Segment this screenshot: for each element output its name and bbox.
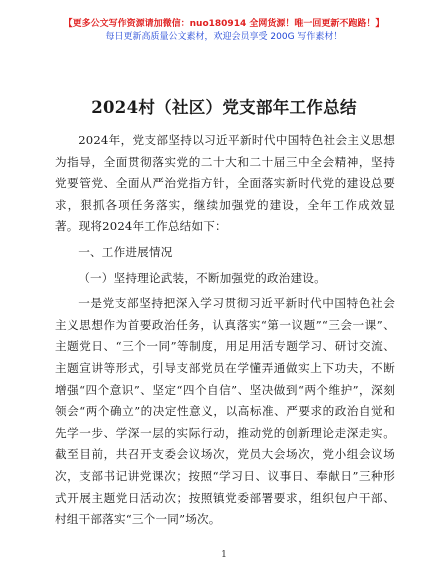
subsection-heading: （一）坚持理论武装，不断加强党的政治建设。 <box>78 270 326 285</box>
page-number: 1 <box>221 550 227 560</box>
promo-banner-line-2: 每日更新高质量公文素材，欢迎会员享受 200G 写作素材！ <box>105 32 343 42</box>
section-heading: 一、工作进展情况 <box>78 244 173 259</box>
document-title: 2024村（社区）党支部年工作总结 <box>91 98 357 117</box>
document-body <box>55 130 395 531</box>
body-paragraph: 一是党支部坚持把深入学习贯彻习近平新时代中国特色社会主义思想作为首要政治任务，认真落实“第一议题”“三会一课”、主题党日、“三个一同”等制度，用足用活专题学习、研讨交流、主题宣讲等形式，引导支部党员在学懂弄通做实上下功夫，不断增强“四个意识”、坚定“四个自信”、坚决做到“两个维护”，深刻领会“两个确立”的决定性意义，以高标准、严要求的政治自觉和先学一步、学深一层的实际行动，推动党的创新理论走深走实。截至目前，共召开支委会议场次，党员大会场次，党小组会议场次，支部书记讲党课次；按照“学习日、议事日、奉献日”三种形式开展主题党日活动次；按照镇党委部署要求，组织包户干部、村组干部落实“三个一同”场次。 <box>55 296 395 527</box>
intro-paragraph: 2024年，党支部坚持以习近平新时代中国特色社会主义思想为指导，全面贯彻落实党的二十大和二十届三中全会精神，坚持党要管党、全面从严治党指方针，全面落实新时代党的建设总要求，狠抓各项任务落实，继续加强党的建设，全年工作成效显著。现将2024年工作总结如下： <box>55 133 395 234</box>
promo-banner <box>0 18 448 44</box>
promo-banner-line-1: 【更多公文写作资源请加微信：nuo180914 全网货源！唯一回更新不跑路！】 <box>63 19 385 29</box>
